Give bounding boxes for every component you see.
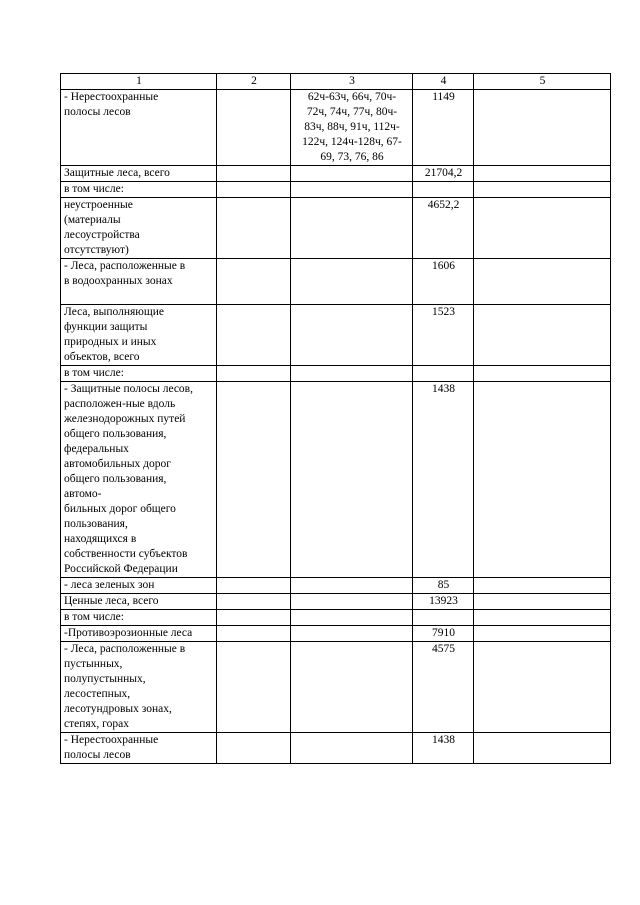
- row-col2: [217, 305, 291, 366]
- row-quarters: [291, 305, 413, 366]
- row-area: [413, 366, 474, 382]
- row-quarters: [291, 578, 413, 594]
- row-area: 1149: [413, 90, 474, 166]
- row-label: Защитные леса, всего: [61, 166, 217, 182]
- document-table: [60, 73, 611, 764]
- row-col5: [474, 594, 611, 610]
- row-quarters: [291, 733, 413, 764]
- row-col5: [474, 366, 611, 382]
- row-quarters: [291, 594, 413, 610]
- table-row: [61, 382, 611, 578]
- row-col2: [217, 166, 291, 182]
- row-area: 1438: [413, 733, 474, 764]
- row-col2: [217, 90, 291, 166]
- row-col5: [474, 305, 611, 366]
- row-quarters: [291, 382, 413, 578]
- row-quarters: [291, 182, 413, 198]
- row-col2: [217, 259, 291, 305]
- row-area: 1606: [413, 259, 474, 305]
- row-quarters: [291, 259, 413, 305]
- row-label: - Леса, расположенные в пустынных, полупустынных, лесостепных, лесотундровых зонах, степях, горах: [61, 642, 217, 733]
- header-cell-1: 1: [61, 74, 217, 90]
- header-cell-2: 2: [217, 74, 291, 90]
- row-area: [413, 610, 474, 626]
- row-area: 13923: [413, 594, 474, 610]
- row-col5: [474, 182, 611, 198]
- table-row: [61, 594, 611, 610]
- table-row: [61, 366, 611, 382]
- row-label: Леса, выполняющие функции защиты природных и иных объектов, всего: [61, 305, 217, 366]
- table-row: [61, 733, 611, 764]
- row-area: 85: [413, 578, 474, 594]
- table-row: [61, 90, 611, 166]
- header-cell-4: 4: [413, 74, 474, 90]
- table-row: [61, 198, 611, 259]
- row-label: в том числе:: [61, 610, 217, 626]
- row-quarters: [291, 642, 413, 733]
- table-row: [61, 610, 611, 626]
- row-label: - Леса, расположенные в в водоохранных зонах: [61, 259, 217, 305]
- table-row: [61, 259, 611, 305]
- row-col5: [474, 166, 611, 182]
- row-col5: [474, 259, 611, 305]
- row-area: 7910: [413, 626, 474, 642]
- row-quarters: [291, 610, 413, 626]
- row-area: [413, 182, 474, 198]
- row-col2: [217, 182, 291, 198]
- row-quarters: 62ч-63ч, 66ч, 70ч- 72ч, 74ч, 77ч, 80ч- 83ч, 88ч, 91ч, 112ч- 122ч, 124ч-128ч, 67- 69, 73, 76, 86: [291, 90, 413, 166]
- row-col2: [217, 733, 291, 764]
- table-row: [61, 166, 611, 182]
- row-col5: [474, 733, 611, 764]
- row-col2: [217, 198, 291, 259]
- row-quarters: [291, 198, 413, 259]
- row-col2: [217, 610, 291, 626]
- header-row: [61, 74, 611, 90]
- row-area: 4652,2: [413, 198, 474, 259]
- table-row: [61, 642, 611, 733]
- row-col5: [474, 610, 611, 626]
- row-col2: [217, 578, 291, 594]
- row-col2: [217, 594, 291, 610]
- row-quarters: [291, 366, 413, 382]
- header-cell-3: 3: [291, 74, 413, 90]
- row-area: 21704,2: [413, 166, 474, 182]
- row-label: - Нерестоохранные полосы лесов: [61, 90, 217, 166]
- table-row: [61, 578, 611, 594]
- row-label: в том числе:: [61, 182, 217, 198]
- header-cell-5: 5: [474, 74, 611, 90]
- row-col2: [217, 382, 291, 578]
- row-label: -Противоэрозионные леса: [61, 626, 217, 642]
- row-col2: [217, 366, 291, 382]
- row-col2: [217, 642, 291, 733]
- row-col5: [474, 626, 611, 642]
- row-label: Ценные леса, всего: [61, 594, 217, 610]
- row-col5: [474, 382, 611, 578]
- row-col5: [474, 578, 611, 594]
- row-area: 1523: [413, 305, 474, 366]
- row-quarters: [291, 626, 413, 642]
- row-area: 4575: [413, 642, 474, 733]
- row-label: - Нерестоохранные полосы лесов: [61, 733, 217, 764]
- row-area: 1438: [413, 382, 474, 578]
- row-label: в том числе:: [61, 366, 217, 382]
- table-row: [61, 626, 611, 642]
- row-label: неустроенные (материалы лесоустройства отсутствуют): [61, 198, 217, 259]
- row-col5: [474, 90, 611, 166]
- table-row: [61, 305, 611, 366]
- table-row: [61, 182, 611, 198]
- row-col5: [474, 642, 611, 733]
- row-col5: [474, 198, 611, 259]
- row-label: - леса зеленых зон: [61, 578, 217, 594]
- row-quarters: [291, 166, 413, 182]
- row-col2: [217, 626, 291, 642]
- row-label: - Защитные полосы лесов, расположен-ные вдоль железнодорожных путей общего пользования, федеральных автомобильных дорог общего пользования, автомо- бильных дорог общего пользования, находящихся в собственности субъектов Российской Федерации: [61, 382, 217, 578]
